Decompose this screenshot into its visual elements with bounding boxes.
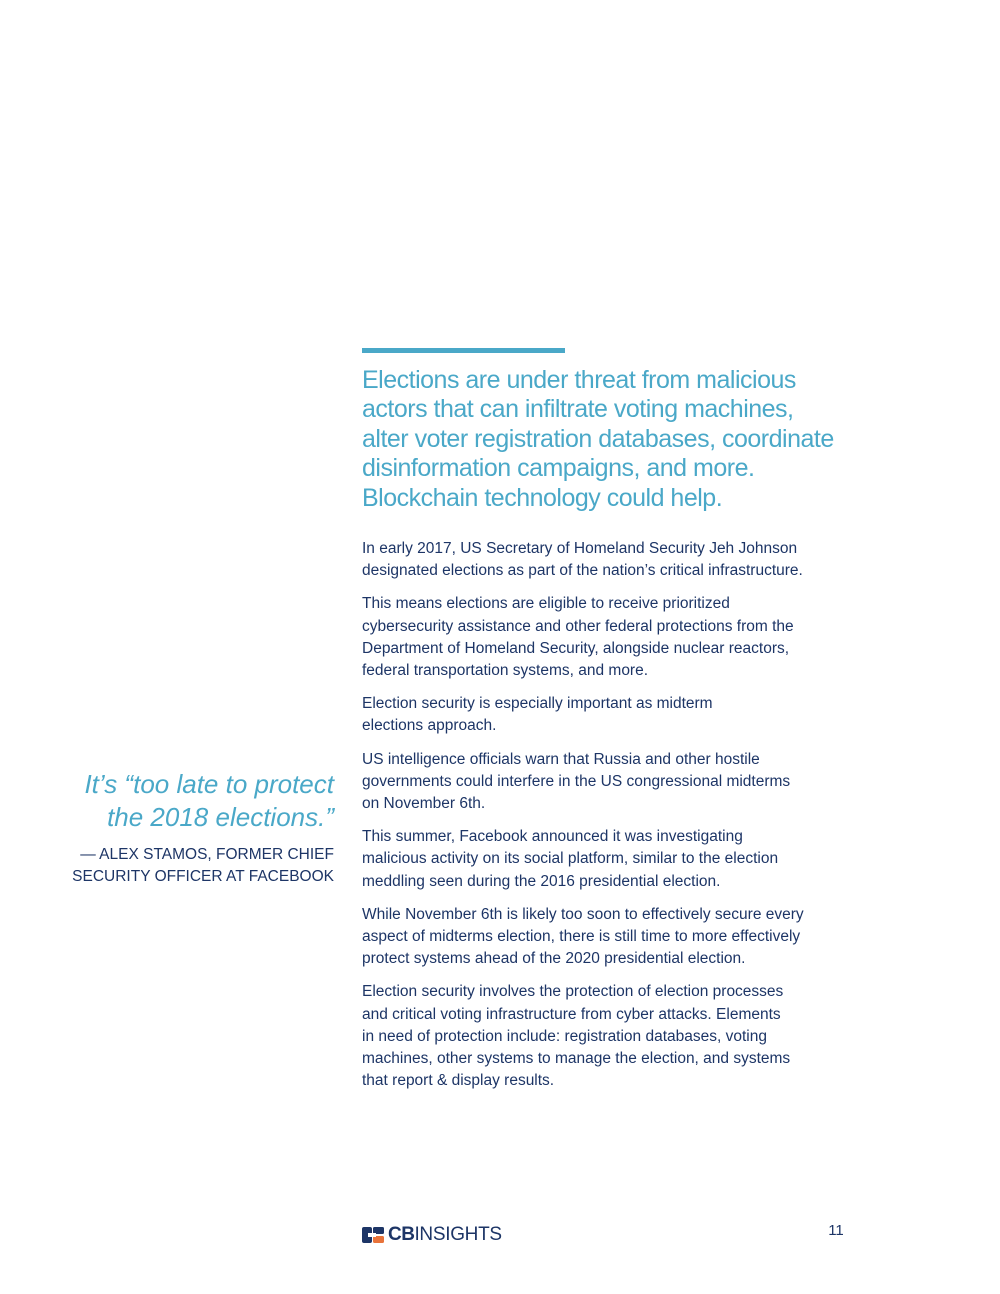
paragraph-line: US intelligence officials warn that Russia and other hostile: [362, 750, 760, 768]
paragraph-line: that report & display results.: [362, 1072, 555, 1090]
quote-line: the 2018 elections.”: [107, 802, 334, 832]
paragraph-line: In early 2017, US Secretary of Homeland Security Jeh Johnson: [362, 540, 798, 557]
body-text: [362, 538, 852, 1103]
logo-text-cb: CB: [388, 1224, 415, 1245]
paragraph-line: elections approach.: [362, 717, 497, 735]
cb-insights-logo: [362, 1224, 502, 1246]
paragraph-line: federal transportation systems, and more.: [362, 662, 649, 680]
paragraph-line: machines, other systems to manage the election, and systems: [362, 1050, 791, 1068]
paragraph-line: While November 6th is likely too soon to effectively secure every: [362, 905, 804, 923]
paragraph-line: cybersecurity assistance and other federal protections from the: [362, 617, 794, 635]
paragraph-line: and critical voting infrastructure from cyber attacks. Elements: [362, 1005, 781, 1023]
logo-text-insights: INSIGHTS: [414, 1224, 502, 1245]
paragraph-line: This means elections are eligible to receive prioritized: [362, 595, 730, 613]
attribution-line: SECURITY OFFICER AT FACEBOOK: [72, 868, 334, 885]
headline: [362, 366, 842, 513]
paragraph-line: aspect of midterms election, there is still time to more effectively: [362, 928, 801, 946]
page-number: 11: [828, 1222, 844, 1239]
paragraph-line: Department of Homeland Security, alongside nuclear reactors,: [362, 639, 790, 657]
quote-text: [40, 768, 334, 834]
paragraph-line: designated elections as part of the nation’s critical infrastructure.: [362, 562, 803, 580]
paragraph-line: This summer, Facebook announced it was investigating: [362, 828, 743, 846]
paragraph-line: on November 6th.: [362, 795, 486, 813]
paragraph: [362, 826, 852, 893]
headline-line: Elections are under threat from malicious: [362, 366, 796, 394]
paragraph: [362, 593, 852, 682]
paragraph-line: protect systems ahead of the 2020 presidential election.: [362, 950, 746, 968]
headline-line: Blockchain technology could help.: [362, 483, 723, 512]
paragraph-line: Election security involves the protection of election processes: [362, 983, 784, 1001]
paragraph: [362, 981, 852, 1092]
accent-rule: [362, 348, 565, 353]
headline-line: disinformation campaigns, and more.: [362, 454, 755, 483]
paragraph-line: in need of protection include: registration databases, voting: [362, 1027, 767, 1045]
headline-line: alter voter registration databases, coordinate: [362, 424, 834, 453]
paragraph: [362, 749, 852, 816]
paragraph-line: malicious activity on its social platform, similar to the election: [362, 850, 779, 868]
paragraph: [362, 693, 852, 737]
cb-insights-logo-icon: [362, 1227, 384, 1243]
headline-line: actors that can infiltrate voting machines,: [362, 395, 794, 424]
attribution-line: — ALEX STAMOS, FORMER CHIEF: [80, 846, 334, 863]
quote-line: It’s “too late to protect: [84, 769, 334, 799]
paragraph: [362, 904, 852, 971]
paragraph-line: governments could interfere in the US congressional midterms: [362, 772, 791, 790]
quote-attribution: [40, 844, 334, 888]
pull-quote: [40, 768, 334, 888]
paragraph-line: Election security is especially important as midterm: [362, 695, 713, 713]
paragraph: [362, 538, 852, 582]
paragraph-line: meddling seen during the 2016 presidential election.: [362, 872, 721, 890]
